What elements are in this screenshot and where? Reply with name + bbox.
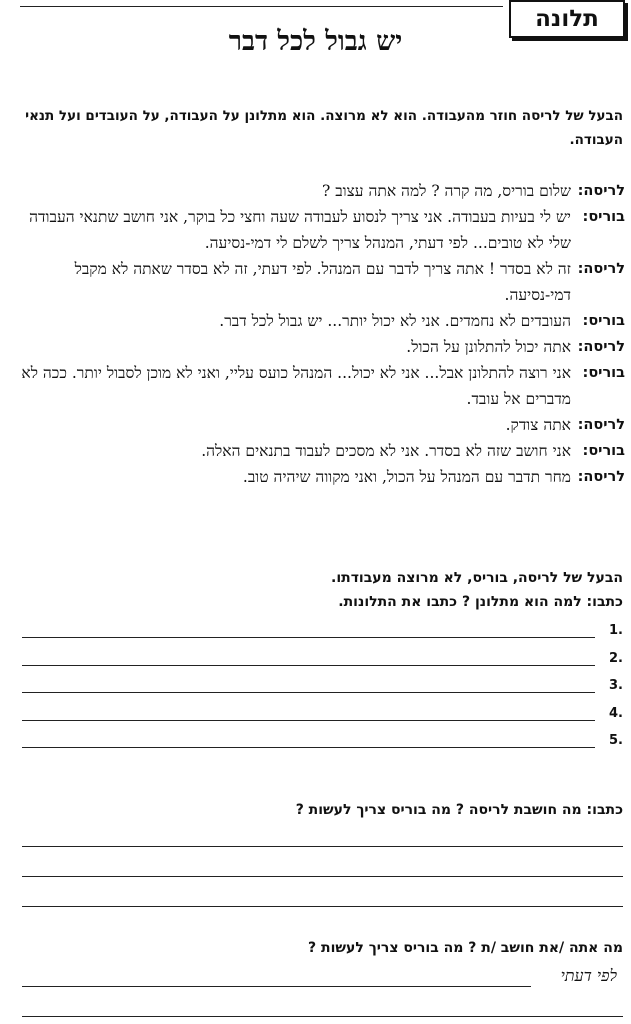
speech-text: מחר תדבר עם המנהל על הכול, ואני מקווה שיהיה טוב.	[242, 468, 571, 486]
dialogue-line	[8, 256, 625, 308]
handwritten-answer-start: לפי דעתי	[560, 966, 617, 985]
answer-row	[22, 673, 623, 701]
speech-text: זה לא בסדר ! אתה צריך לדבר עם המנהל. לפי דעתי, זה לא בסדר שאתה לא מקבל דמי-נסיעה.	[74, 260, 571, 304]
task2-answer-line[interactable]	[22, 906, 623, 907]
task1-instruction: כתבו: למה הוא מתלונן ? כתבו את התלונות.	[338, 594, 623, 610]
answer-row	[22, 728, 623, 756]
dialogue-line	[8, 438, 625, 464]
answer-number: .3	[609, 678, 623, 693]
speaker-name: לריסה:	[577, 417, 625, 433]
answer-number: .2	[609, 650, 623, 666]
speech-text: אני רוצה להתלונן אבל... אני לא יכול... המנהל כועס עליי, ואני לא מוכן לסבול יותר. ככה לא מדברים אל עובד.	[21, 364, 571, 408]
answer-row	[22, 646, 623, 674]
speech-text: אתה צודק.	[505, 416, 571, 434]
task2-answer-line[interactable]	[22, 876, 623, 877]
speech-text: שלום בוריס, מה קרה ? למה אתה עצוב ?	[321, 182, 571, 200]
speech-text: יש לי בעיות בעבודה. אני צריך לנסוע לעבודה שעה וחצי כל בוקר, אני חושב שתנאי העבודה שלי לא טובים... לפי דעתי, המנהל צריך לשלם לי דמי-נסיעה.	[29, 208, 571, 252]
answer-line[interactable]	[22, 637, 595, 638]
speaker-name: בוריס:	[582, 313, 625, 329]
dialogue-line	[8, 178, 625, 204]
dialogue	[8, 178, 625, 490]
answer-number: .1	[609, 623, 623, 638]
answer-line[interactable]	[22, 665, 595, 666]
dialogue-line	[8, 412, 625, 438]
answer-line[interactable]	[22, 747, 595, 748]
dialogue-line	[8, 334, 625, 360]
task2-question: כתבו: מה חושבת לריסה ? מה בוריס צריך לעשות ?	[295, 802, 623, 818]
answer-row	[22, 701, 623, 729]
answer-line[interactable]	[22, 692, 595, 693]
dialogue-line	[8, 308, 625, 334]
speaker-name: לריסה:	[577, 261, 625, 277]
page-title: יש גבול לכל דבר	[228, 26, 403, 57]
intro-paragraph: הבעל של לריסה חוזר מהעבודה. הוא לא מרוצה. הוא מתלונן על העבודה, על העובדים ועל תנאי העבודה.	[25, 108, 623, 148]
speaker-name: לריסה:	[577, 469, 625, 485]
speech-text: אני חושב שזה לא בסדר. אני לא מסכים לעבוד בתנאים האלה.	[201, 442, 571, 460]
complaints-answer-list	[22, 618, 623, 756]
dialogue-line	[8, 464, 625, 490]
speaker-name: לריסה:	[577, 183, 625, 199]
speech-text: אתה יכול להתלונן על הכול.	[406, 338, 571, 356]
task2-answer-line[interactable]	[22, 846, 623, 847]
task1-heading	[8, 566, 623, 614]
speech-text: העובדים לא נחמדים. אני לא יכול יותר... יש גבול לכל דבר.	[219, 312, 571, 330]
answer-row	[22, 618, 623, 646]
speaker-name: בוריס:	[582, 209, 625, 225]
task3-answer-line[interactable]	[22, 1016, 623, 1017]
answer-number: .5	[609, 733, 623, 748]
speaker-name: בוריס:	[582, 365, 625, 381]
worksheet-label: תלונה	[509, 0, 625, 38]
answer-line[interactable]	[22, 720, 595, 721]
header-rule	[20, 6, 503, 7]
task3-question: מה אתה /את חושב /ת ? מה בוריס צריך לעשות ?	[308, 940, 623, 956]
speaker-name: בוריס:	[582, 443, 625, 459]
task1-statement: הבעל של לריסה, בוריס, לא מרוצה מעבודתו.	[331, 570, 623, 586]
answer-number: .4	[609, 705, 623, 721]
task3-answer-line[interactable]	[22, 986, 531, 987]
speaker-name: לריסה:	[577, 339, 625, 355]
dialogue-line	[8, 204, 625, 256]
dialogue-line	[8, 360, 625, 412]
